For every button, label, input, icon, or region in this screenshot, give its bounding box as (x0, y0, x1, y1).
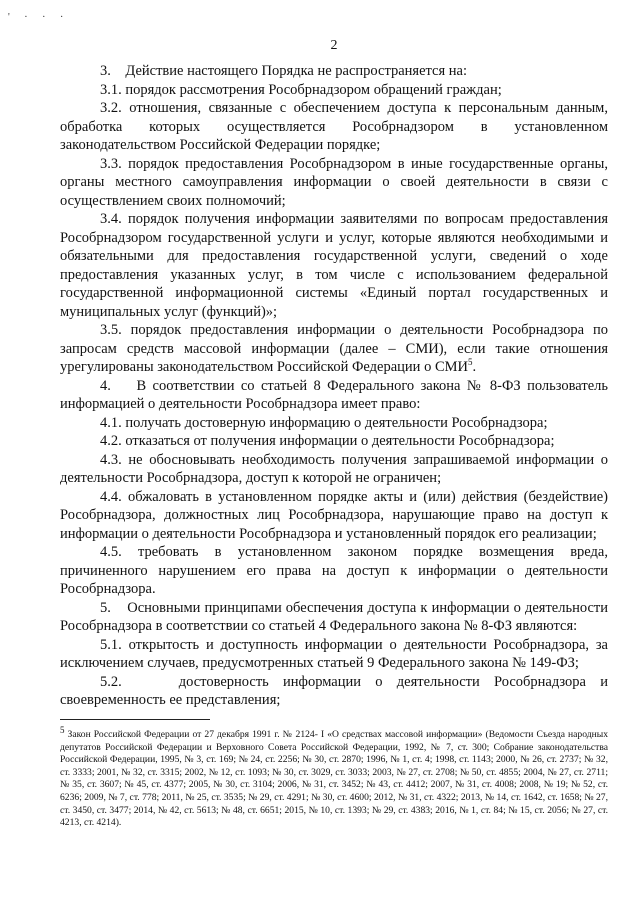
page-number: 2 (330, 38, 338, 53)
paragraph-3-1: 3.1. порядок рассмотрения Рособрнадзором обращений граждан; (100, 81, 502, 98)
paragraph-5-1: 5.1. открытость и доступность информации о деятельности Рособрнадзора, за исключением случаев, предусмотренных статьей 9 Федерального закона № 149-ФЗ; (60, 636, 608, 671)
footnote-text: Закон Российской Федерации от 27 декабря 1991 г. № 2124- I «О средствах массовой информации» (Ведомости Съезда народных депутатов Российской Федерации и Верховного Совета Российской Федерации, 1992, № 7, ст. 300; Собрание законодательства Российской Федерации, 1995, № 3, ст. 169; № 24, ст. 2256; № 30, ст. 2870; 1996, № 1, ст. 4; 1998, ст. 1143; 2000, № 26, ст. 2737; № 32, ст. 3333; 2001, № 32, ст. 3315; 2002, № 12, ст. 1093; № 30, ст. 3029, ст. 3033; 2003, № 27, ст. 2708; № 50, ст. 4855; 2004, № 27, ст. 2711; № 35, ст. 3607; № 45, ст. 4377; 2005, № 30, ст. 3104; 2006, № 31, ст. 3452; № 43, ст. 4412; 2007, № 31, ст. 4008; 2008, № 19; № 52, ст. 6236; 2009, № 7, ст. 778; 2011, № 25, ст. 3535; № 29, ст. 4291; № 30, ст. 4600; 2012, № 31, ст. 4322; 2013, № 14, ст. 1642, ст. 1658; № 27, ст. 3450, ст. 3477; 2014, № 42, ст. 5613; № 48, ст. 6651; 2015, № 10, ст. 1393; № 29, ст. 4383; 2016, № 1, ст. 84; № 15, ст. 2056; № 27, ст. 4213, ст. 4214). (60, 729, 608, 829)
paragraph-4-5: 4.5. требовать в установленном законом порядке возмещения вреда, причиненного нарушением его права на доступ к информации о деятельности Рособрнадзора. (60, 544, 608, 597)
paragraph-3-2: 3.2. отношения, связанные с обеспечением доступа к персональным данным, обработка которых осуществляется Рособрнадзором в установленном законодательством Российской Федерации порядке; (60, 100, 608, 153)
footnote-marker: 5 (60, 724, 65, 735)
paragraph-4-3: 4.3. не обосновывать необходимость получения запрашиваемой информации о деятельности Рособрнадзора, доступ к которой не ограничен; (60, 451, 608, 486)
paragraph-5: 5. Основными принципами обеспечения доступа к информации о деятельности Рособрнадзора в соответствии со статьей 4 Федерального закона № 8-ФЗ являются: (60, 599, 608, 634)
footnote-divider (60, 719, 210, 720)
paragraph-3-5-text: 3.5. порядок предоставления информации о деятельности Рособрнадзора по запросам средств массовой информации (далее – СМИ), если такие отношения урегулированы законодательством Российской Федерации о СМИ (60, 322, 608, 375)
footnote-ref-5: 5 (467, 357, 473, 368)
paragraph-3-5-tail: . (472, 359, 477, 375)
paragraph-4-1: 4.1. получать достоверную информацию о деятельности Рособрнадзора; (100, 414, 548, 431)
scan-marks: ' · · · (8, 12, 70, 23)
paragraph-4-2: 4.2. отказаться от получения информации о деятельности Рособрнадзора; (100, 433, 555, 449)
footnote-5 (60, 724, 608, 830)
paragraph-3-3: 3.3. порядок предоставления Рособрнадзором в иные государственные органы, органы местного самоуправления информации о своей деятельности в связи с осуществлением своих полномочий; (60, 155, 608, 209)
paragraph-4: 4. В соответствии со статьей 8 Федерального закона № 8-ФЗ пользователь информацией о деятельности Рособрнадзора имеет право: (60, 377, 608, 412)
paragraph-3-5 (60, 321, 608, 377)
document-body (60, 62, 608, 710)
paragraph-4-4: 4.4. обжаловать в установленном порядке акты и (или) действия (бездействие) Рособрнадзора, должностных лиц Рособрнадзора, нарушающие право на доступ к информации о деятельности Рособрнадзора и установленный порядок его реализации; (60, 488, 608, 542)
paragraph-3: 3. Действие настоящего Порядка не распространяется на: (100, 63, 467, 79)
paragraph-3-4: 3.4. порядок получения информации заявителями по вопросам предоставления Рособрнадзором государственной услуги и услуг, которые являются необходимыми и обязательными для предоставления государственной услуги, сведений о ходе предоставления указанных услуг, в том числе с использованием федеральной государственной информационной системы «Единый портал государственных и муниципальных услуг (функций)»; (60, 211, 608, 320)
paragraph-5-2: 5.2. достоверность информации о деятельности Рособрнадзора и своевременность ее представления; (60, 673, 608, 708)
